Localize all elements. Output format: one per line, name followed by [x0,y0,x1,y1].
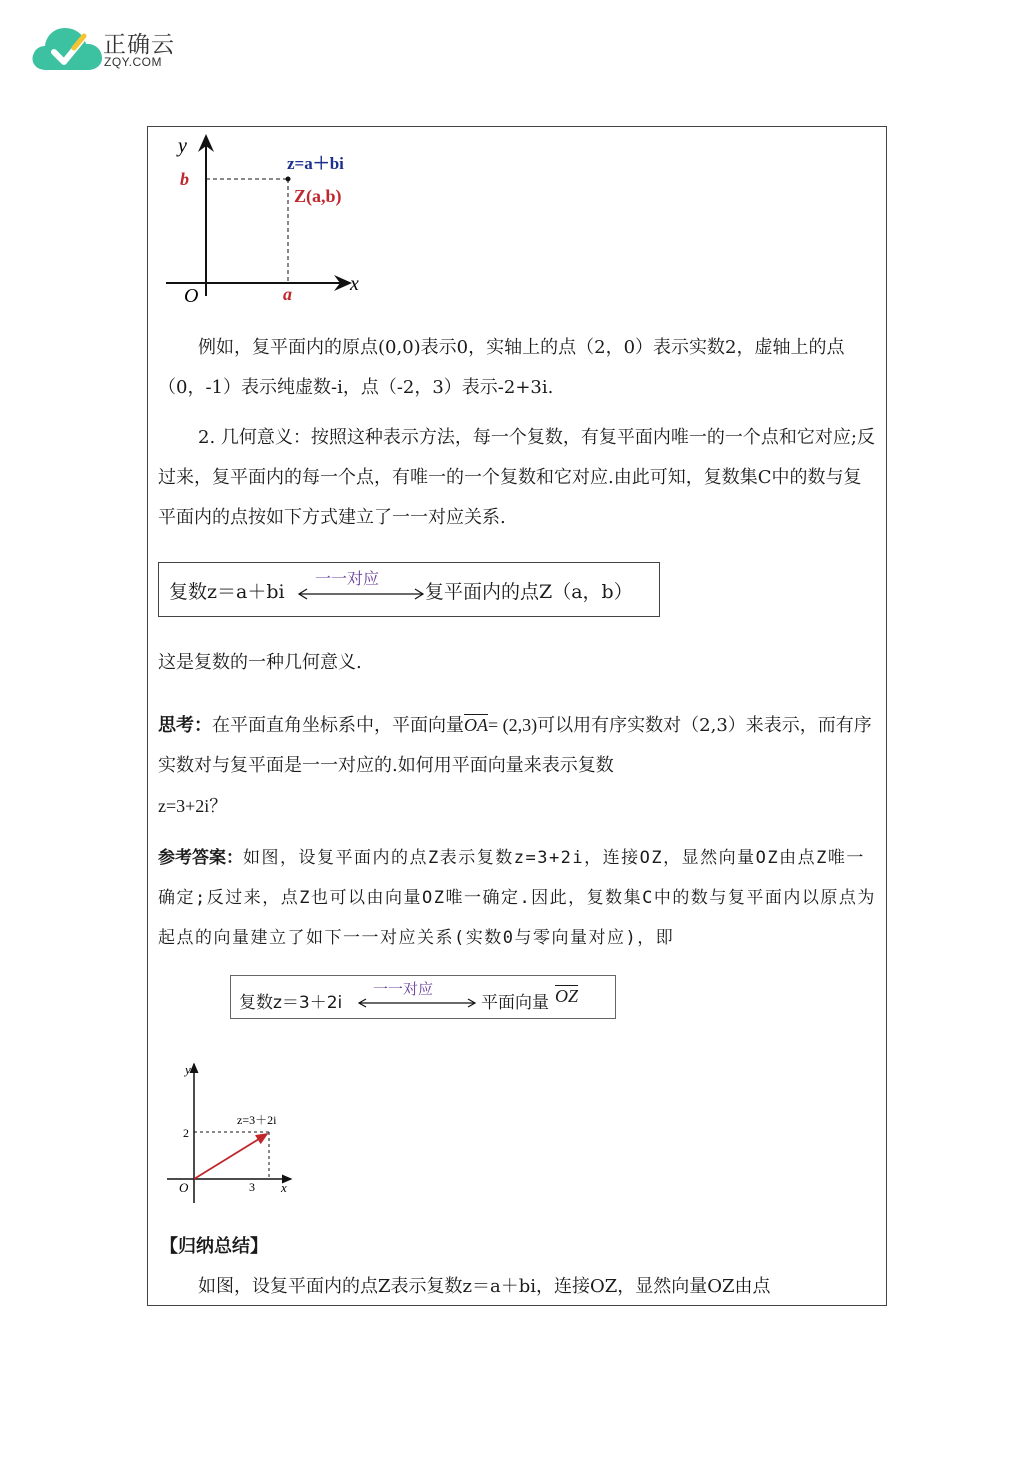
answer-text: 如图，设复平面内的点Z表示复数z=3+2i，连接OZ，显然向量OZ由点Z唯一确定;反过来，点Z也可以由向量OZ唯一确定.因此，复数集C中的数与复平面内以原点为起点的向量建立了如下一一对应关系(实数0与零向量对应)，即 [158,848,876,948]
x-axis-label: x [350,273,359,295]
vector-correspondence-box [230,975,616,1019]
vector-oa-value: = (2,3) [488,715,538,735]
summary-heading: 【归纳总结】 [160,1236,268,1257]
plane-vector-text: 平面向量 [481,993,549,1013]
complex-number-text: 复数z＝a＋bi [169,581,285,603]
example-paragraph: 例如，复平面内的原点(0,0)表示0，实轴上的点（2，0）表示实数2，虚轴上的点（0，-1）表示纯虚数-i，点（-2，3）表示-2+3i. [158,337,845,398]
b-label: b [180,169,189,189]
think-label: 思考： [158,715,212,736]
complex-plane-figure [160,128,380,308]
vector-oa: $\overline{OA}$ [464,715,488,735]
correspondence-box [158,562,660,617]
summary-text: 如图，设复平面内的点Z表示复数z＝a＋bi，连接OZ，显然向量OZ由点 [198,1276,771,1297]
x-axis-label-2: x [281,1180,287,1195]
geometric-meaning-paragraph: 2. 几何意义：按照这种表示方法，每一个复数，有复平面内唯一的一个点和它对应;反过来，复平面内的每一个点，有唯一的一个复数和它对应.由此可知，复数集C中的数与复平面内的点按如下方式建立了一一对应关系. [158,427,875,528]
think-text-after: 可以用有序实数对（2,3）来表示，而有序实数对与复平面是一一对应的.如何用平面向量来表示复数 [158,715,872,776]
correspondence-label-2: 一一对应 [373,980,434,998]
a-label: a [283,284,292,304]
z-expression-label: z=a＋bi [287,154,344,173]
meaning-sentence: 这是复数的一种几何意义. [158,652,362,673]
answer-paragraph [158,838,876,958]
complex-number-text-2: 复数z＝3＋2i [239,993,343,1013]
vector-oz: $\overline{OZ}$ [555,986,579,1006]
logo-name: 正确云 [103,32,175,58]
think-text-before: 在平面直角坐标系中，平面向量 [212,715,464,736]
vector-oz-figure [165,1058,305,1208]
y-axis-label: y [178,135,187,157]
origin-label-2: O [179,1180,189,1195]
point-label: Z(a,b) [294,186,342,206]
point-z [286,177,291,182]
point-text: 复平面内的点Z（a，b） [425,581,633,603]
double-arrow-icon [297,587,425,601]
y-axis-label-2: y [185,1062,191,1077]
answer-label: 参考答案： [158,848,243,868]
z-label-2: z=3＋2i [237,1113,277,1127]
x-tick-label: 3 [249,1180,255,1194]
correspondence-label: 一一对应 [315,569,380,588]
logo-domain: ZQY.COM [104,55,162,69]
double-arrow-icon-2 [357,997,477,1009]
vector-oz-arrow [194,1134,267,1179]
y-tick-label: 2 [183,1126,189,1140]
origin-label: O [184,285,199,307]
think-complex: z=3+2i？ [158,796,228,816]
think-paragraph [158,705,876,827]
cloud-check-icon [30,22,110,74]
